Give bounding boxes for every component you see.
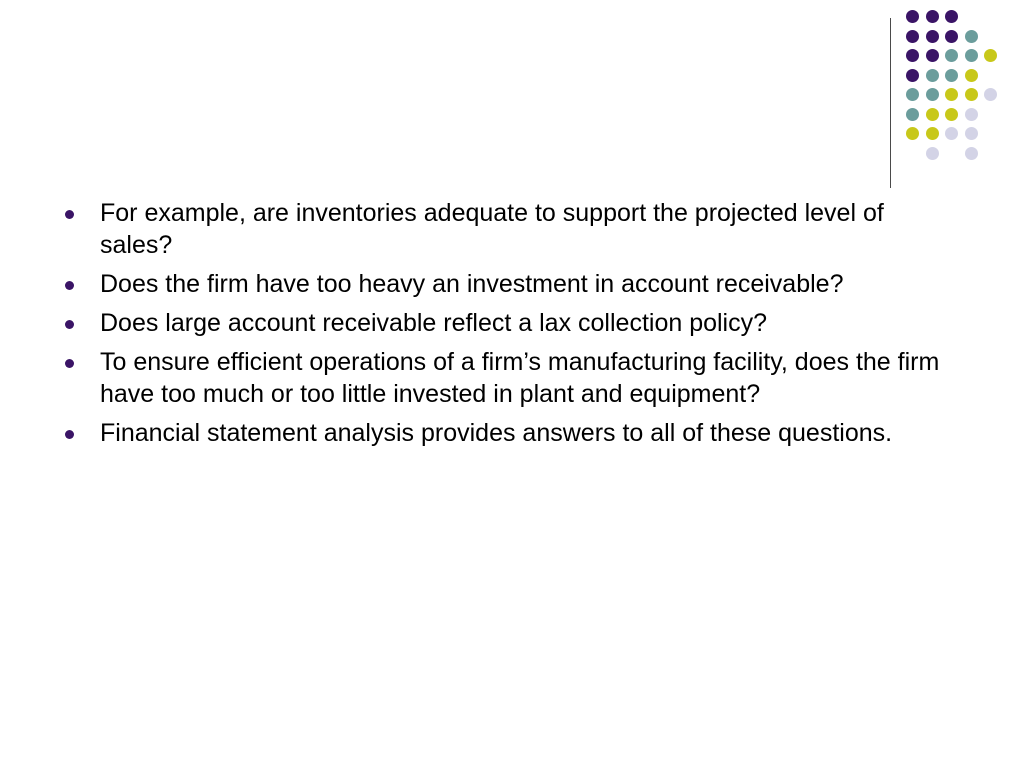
decorative-dot [965, 127, 978, 140]
decorative-dot [965, 88, 978, 101]
decorative-dot [945, 69, 958, 82]
bullet-dot-icon [65, 210, 74, 219]
vertical-divider-line [890, 18, 891, 188]
decorative-dot [965, 49, 978, 62]
decorative-dot [906, 10, 919, 23]
bullet-item [62, 197, 962, 261]
decorative-dot [926, 88, 939, 101]
decorative-dot [926, 127, 939, 140]
decorative-dot [965, 30, 978, 43]
decorative-dot [965, 147, 978, 160]
decorative-dot [906, 30, 919, 43]
bullet-text: For example, are inventories adequate to support the projected level of sales? [100, 199, 884, 259]
decorative-dot [945, 88, 958, 101]
decorative-dot [906, 127, 919, 140]
bullet-item [62, 268, 962, 300]
decorative-dot [906, 88, 919, 101]
decorative-dot [945, 10, 958, 23]
decorative-dot [945, 30, 958, 43]
decorative-dot [965, 69, 978, 82]
decorative-dot [926, 10, 939, 23]
decorative-dot [926, 108, 939, 121]
bullet-item [62, 417, 962, 449]
bullet-text: Does the firm have too heavy an investment in account receivable? [100, 270, 844, 298]
decorative-dot [984, 49, 997, 62]
decorative-dot [906, 108, 919, 121]
bullet-dot-icon [65, 281, 74, 290]
decorative-dot [984, 88, 997, 101]
decorative-dot [945, 108, 958, 121]
bullet-item [62, 346, 962, 410]
bullet-text: Does large account receivable reflect a lax collection policy? [100, 309, 768, 337]
decorative-dot [926, 69, 939, 82]
decorative-dot [926, 30, 939, 43]
bullet-text: Financial statement analysis provides answers to all of these questions. [100, 419, 893, 447]
bullet-dot-icon [65, 430, 74, 439]
decorative-dot [926, 49, 939, 62]
decorative-dot [906, 49, 919, 62]
decorative-dot [926, 147, 939, 160]
bullet-item [62, 307, 962, 339]
decorative-dot [906, 69, 919, 82]
decorative-dot-grid [906, 10, 1006, 170]
bullet-dot-icon [65, 320, 74, 329]
decorative-dot [965, 108, 978, 121]
decorative-dot [945, 127, 958, 140]
bullet-list [62, 197, 962, 456]
bullet-dot-icon [65, 359, 74, 368]
bullet-text: To ensure efficient operations of a firm’s manufacturing facility, does the firm have too much or too little invested in plant and equipment? [100, 348, 940, 408]
decorative-dot [945, 49, 958, 62]
